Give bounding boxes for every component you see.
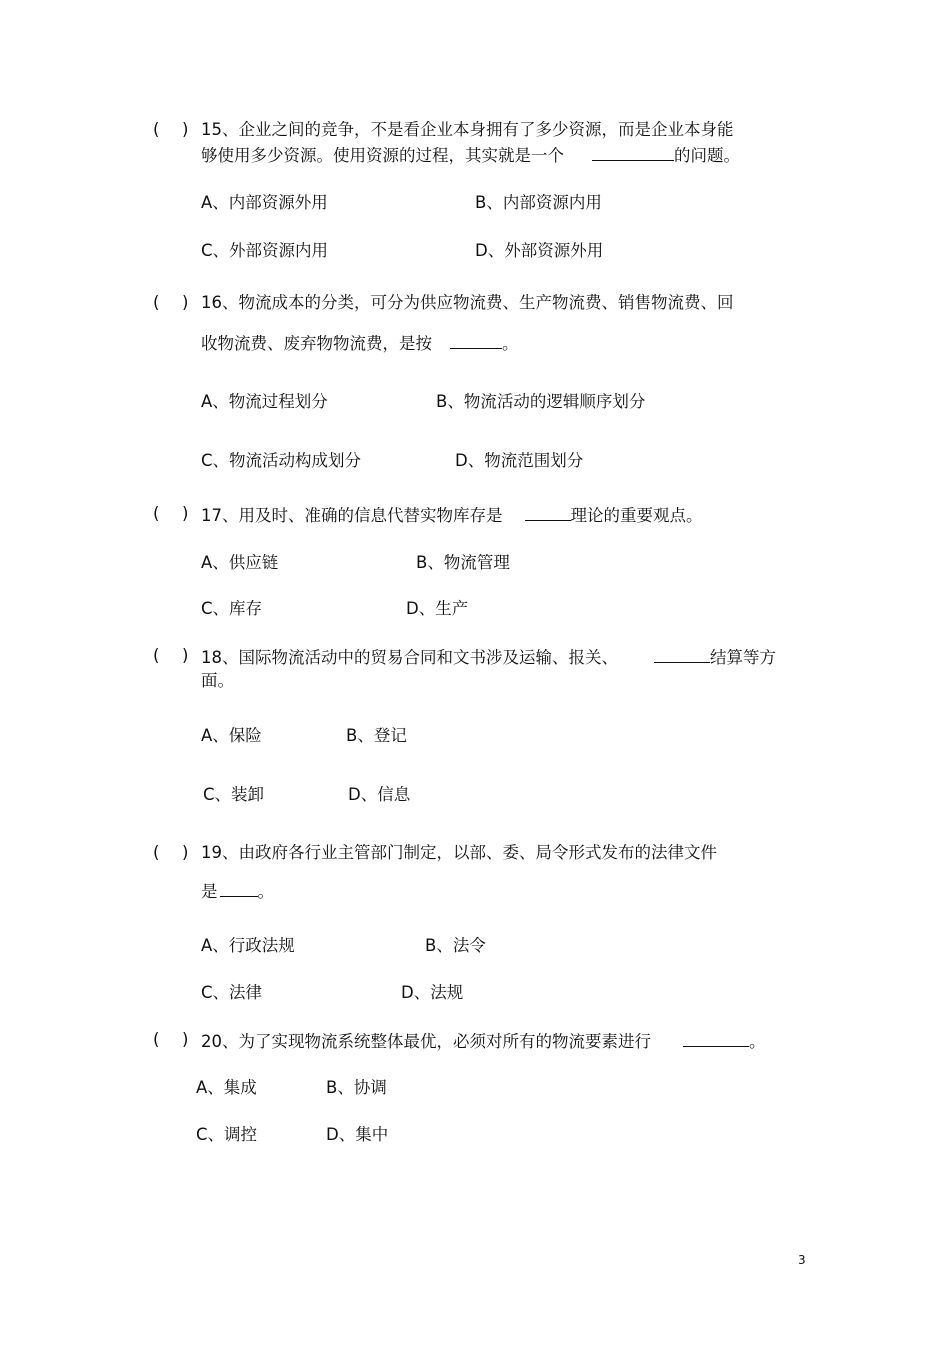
option-b: B、协调	[326, 1078, 387, 1097]
option-d: D、生产	[406, 599, 469, 618]
question-19-line1: 19、由政府各行业主管部门制定，以部、委、局令形式发布的法律文件	[201, 843, 717, 862]
page-number: 3	[798, 1253, 806, 1267]
question-18-line1-tail: 结算等方	[710, 648, 776, 667]
question-19-line2	[201, 882, 274, 901]
option-d: D、外部资源外用	[475, 241, 604, 260]
option-b: B、物流管理	[416, 553, 510, 572]
answer-paren-close: )	[182, 646, 189, 665]
option-a: A、集成	[196, 1078, 257, 1097]
question-18-line2: 面。	[201, 671, 234, 690]
question-17-line1	[201, 506, 703, 525]
question-15-line1: 15、企业之间的竞争，不是看企业本身拥有了多少资源，而是企业本身能	[201, 120, 734, 139]
answer-paren-open: (	[153, 293, 160, 312]
question-19-line2-text: 是	[201, 882, 218, 901]
question-15-line2-tail: 的问题。	[674, 146, 740, 165]
answer-paren-close: )	[182, 843, 189, 862]
question-15-line2-text: 够使用多少资源。使用资源的过程，其实就是一个	[201, 146, 564, 165]
answer-blank[interactable]	[592, 146, 674, 161]
option-a: A、保险	[201, 726, 262, 745]
answer-paren-open: (	[153, 843, 160, 862]
option-c: C、物流活动构成划分	[201, 451, 362, 470]
question-16-line2-text: 收物流费、废弃物物流费，是按	[201, 334, 432, 353]
option-a: A、供应链	[201, 553, 279, 572]
option-a: A、内部资源外用	[201, 193, 328, 212]
question-17-line1-text: 17、用及时、准确的信息代替实物库存是	[201, 506, 503, 525]
answer-paren-open: (	[153, 646, 160, 665]
option-d: D、物流范围划分	[455, 451, 584, 470]
question-15-line2	[201, 146, 740, 165]
question-20-line1	[201, 1032, 766, 1051]
answer-paren-open: (	[153, 120, 160, 139]
question-20-line1-text: 20、为了实现物流系统整体最优，必须对所有的物流要素进行	[201, 1032, 651, 1051]
answer-blank[interactable]	[654, 648, 710, 663]
option-d: D、集中	[326, 1125, 389, 1144]
question-18-line1-text: 18、国际物流活动中的贸易合同和文书涉及运输、报关、	[201, 648, 618, 667]
option-a: A、行政法规	[201, 936, 295, 955]
option-b: B、物流活动的逻辑顺序划分	[436, 392, 646, 411]
answer-paren-close: )	[182, 293, 189, 312]
question-19-line2-tail: 。	[257, 882, 274, 901]
answer-blank[interactable]	[525, 506, 571, 521]
question-20-line1-tail: 。	[749, 1032, 766, 1051]
option-c: C、外部资源内用	[201, 241, 329, 260]
question-17-line1-tail: 理论的重要观点。	[570, 506, 703, 525]
option-d: D、信息	[348, 785, 411, 804]
answer-blank[interactable]	[220, 882, 258, 897]
question-18-line1	[201, 648, 776, 667]
answer-paren-close: )	[182, 504, 189, 523]
question-16-line1: 16、物流成本的分类，可分为供应物流费、生产物流费、销售物流费、回	[201, 293, 734, 312]
answer-blank[interactable]	[450, 334, 502, 349]
option-c: C、装卸	[203, 785, 265, 804]
answer-paren-open: (	[153, 1030, 160, 1049]
option-b: B、登记	[346, 726, 407, 745]
option-c: C、库存	[201, 599, 263, 618]
option-c: C、调控	[196, 1125, 258, 1144]
answer-paren-open: (	[153, 504, 160, 523]
option-d: D、法规	[401, 983, 464, 1002]
option-c: C、法律	[201, 983, 263, 1002]
option-b: B、法令	[425, 936, 486, 955]
option-b: B、内部资源内用	[475, 193, 602, 212]
question-16-line2-tail: 。	[502, 334, 519, 353]
answer-paren-close: )	[182, 120, 189, 139]
option-a: A、物流过程划分	[201, 392, 328, 411]
question-16-line2	[201, 334, 519, 353]
answer-paren-close: )	[182, 1030, 189, 1049]
answer-blank[interactable]	[683, 1032, 749, 1047]
